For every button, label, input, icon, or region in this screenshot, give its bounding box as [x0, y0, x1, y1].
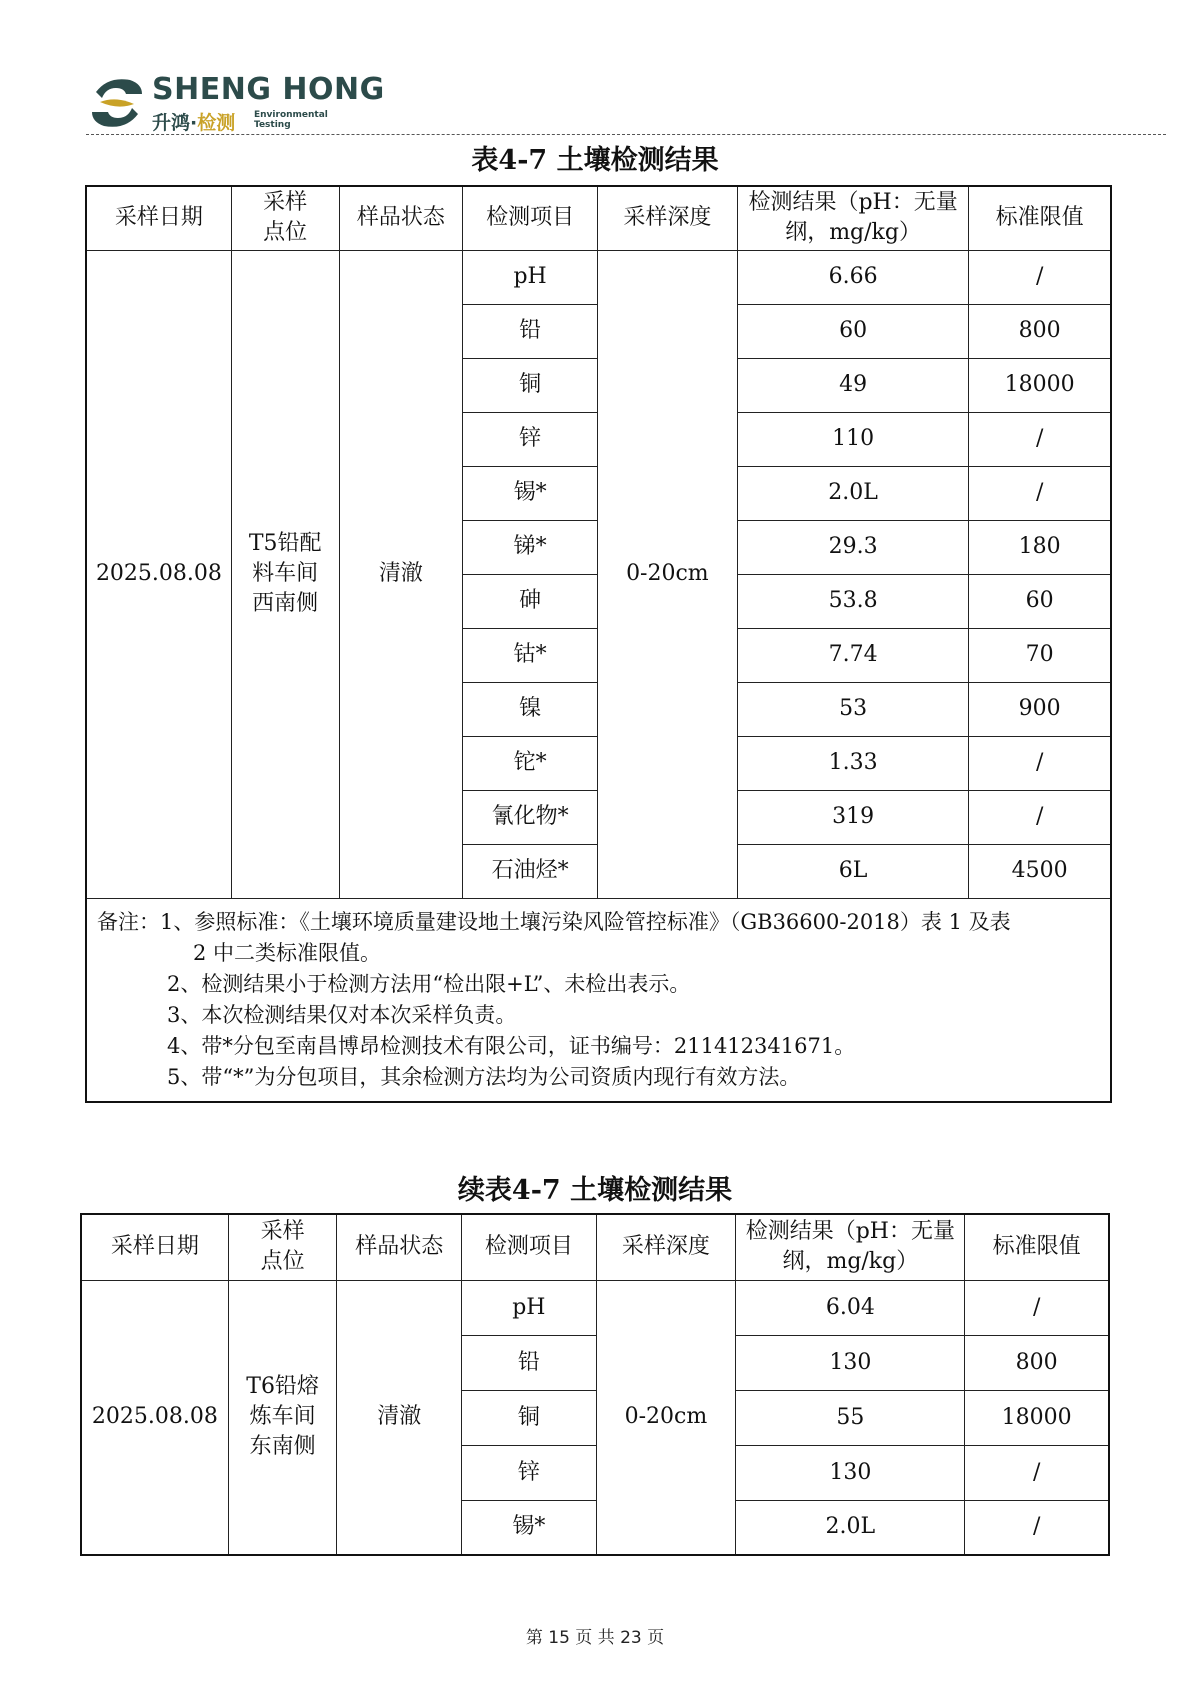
standard-limit-cell: 18000: [965, 1390, 1109, 1445]
table-row: [81, 1280, 1109, 1335]
test-result-cell: 6.04: [736, 1280, 965, 1335]
test-result-cell: 7.74: [737, 628, 968, 682]
header-sampling-depth: 采样深度: [597, 186, 737, 250]
header-sampling-point: 采样 点位: [228, 1214, 337, 1280]
header-sampling-depth: 采样深度: [596, 1214, 736, 1280]
test-item-cell: 砷: [463, 574, 598, 628]
test-item-cell: 铅: [462, 1335, 596, 1390]
brand-subtitle-line-2: Testing: [254, 120, 291, 130]
company-logo: [86, 72, 416, 138]
test-result-cell: 2.0L: [736, 1500, 965, 1555]
header-divider: [86, 134, 1166, 135]
test-item-cell: pH: [462, 1280, 596, 1335]
test-result-cell: 29.3: [737, 520, 968, 574]
header-row: [86, 186, 1111, 250]
brand-subtitle: [254, 110, 328, 130]
note-line: 备注：1、参照标准：《土壤环境质量建设地土壤污染风险管控标准》（GB36600-2018）表 1 及表: [97, 909, 1011, 934]
note-line: 2、检测结果小于检测方法用“检出限+L”、未检出表示。: [167, 971, 691, 996]
header-test-result: 检测结果（pH：无量 纲，mg/kg）: [736, 1214, 965, 1280]
standard-limit-cell: /: [969, 736, 1111, 790]
brand-name-cn: [152, 108, 235, 135]
test-item-cell: 钴*: [463, 628, 598, 682]
test-item-cell: 锌: [462, 1445, 596, 1500]
header-sampling-date: 采样日期: [81, 1214, 228, 1280]
standard-limit-cell: /: [969, 250, 1111, 304]
standard-limit-cell: /: [969, 790, 1111, 844]
notes-row: [86, 898, 1111, 1102]
standard-limit-cell: 900: [969, 682, 1111, 736]
header-sample-state: 样品状态: [337, 1214, 462, 1280]
standard-limit-cell: /: [965, 1500, 1109, 1555]
header-row: [81, 1214, 1109, 1280]
standard-limit-cell: /: [969, 412, 1111, 466]
header-standard-limit: 标准限值: [969, 186, 1111, 250]
test-item-cell: 锌: [463, 412, 598, 466]
standard-limit-cell: 4500: [969, 844, 1111, 898]
test-result-cell: 130: [736, 1445, 965, 1500]
table2-title: 续表4-7 土壤检测结果: [457, 1175, 733, 1206]
header-sampling-point: 采样 点位: [231, 186, 339, 250]
test-item-cell: 铜: [463, 358, 598, 412]
test-result-cell: 60: [737, 304, 968, 358]
header-test-result: 检测结果（pH：无量 纲，mg/kg）: [737, 186, 968, 250]
brand-cn-right: 检测: [197, 112, 236, 134]
brand-name-en: SHENG HONG: [152, 72, 385, 107]
test-result-cell: 319: [737, 790, 968, 844]
test-result-cell: 6L: [737, 844, 968, 898]
sampling-depth-cell: 0-20cm: [597, 250, 737, 898]
test-item-cell: 锑*: [463, 520, 598, 574]
table-row: [86, 250, 1111, 304]
test-item-cell: pH: [463, 250, 598, 304]
test-result-cell: 110: [737, 412, 968, 466]
test-result-cell: 1.33: [737, 736, 968, 790]
header-sample-state: 样品状态: [339, 186, 463, 250]
standard-limit-cell: 800: [965, 1335, 1109, 1390]
note-line: 5、带“*”为分包项目，其余检测方法均为公司资质内现行有效方法。: [167, 1064, 801, 1089]
sample-state-cell: 清澈: [339, 250, 463, 898]
test-result-cell: 55: [736, 1390, 965, 1445]
note-line: 3、本次检测结果仅对本次采样负责。: [167, 1002, 517, 1027]
test-result-cell: 130: [736, 1335, 965, 1390]
brand-cn-left: 升鸿·: [152, 112, 198, 134]
standard-limit-cell: 18000: [969, 358, 1111, 412]
note-line: 4、带*分包至南昌博昂检测技术有限公司，证书编号：211412341671。: [167, 1033, 856, 1058]
table1-title: 表4-7 土壤检测结果: [471, 145, 719, 176]
sampling-date-cell: 2025.08.08: [86, 250, 231, 898]
header-sampling-date: 采样日期: [86, 186, 231, 250]
sample-state-cell: 清澈: [337, 1280, 462, 1555]
soil-results-table: [85, 185, 1112, 1103]
standard-limit-cell: /: [965, 1445, 1109, 1500]
standard-limit-cell: /: [965, 1280, 1109, 1335]
note-line: 2 中二类标准限值。: [193, 940, 382, 965]
standard-limit-cell: 180: [969, 520, 1111, 574]
header-test-item: 检测项目: [463, 186, 598, 250]
soil-results-table-continued: [80, 1213, 1110, 1556]
test-item-cell: 氰化物*: [463, 790, 598, 844]
table1-body: [86, 186, 1111, 1102]
sampling-point-cell: T5铅配 料车间 西南侧: [231, 250, 339, 898]
test-result-cell: 53.8: [737, 574, 968, 628]
standard-limit-cell: 70: [969, 628, 1111, 682]
header-standard-limit: 标准限值: [965, 1214, 1109, 1280]
notes-cell: [86, 898, 1111, 1102]
brand-subtitle-line-1: Environmental: [254, 110, 328, 120]
standard-limit-cell: 60: [969, 574, 1111, 628]
test-result-cell: 49: [737, 358, 968, 412]
test-result-cell: 6.66: [737, 250, 968, 304]
test-result-cell: 2.0L: [737, 466, 968, 520]
test-item-cell: 石油烃*: [463, 844, 598, 898]
standard-limit-cell: 800: [969, 304, 1111, 358]
standard-limit-cell: /: [969, 466, 1111, 520]
logo-swirl-icon: [86, 72, 148, 134]
test-item-cell: 锡*: [463, 466, 598, 520]
table2-body: [81, 1214, 1109, 1555]
test-item-cell: 镍: [463, 682, 598, 736]
test-item-cell: 铊*: [463, 736, 598, 790]
test-result-cell: 53: [737, 682, 968, 736]
test-item-cell: 铜: [462, 1390, 596, 1445]
test-item-cell: 铅: [463, 304, 598, 358]
sampling-point-cell: T6铅熔 炼车间 东南侧: [228, 1280, 337, 1555]
sampling-depth-cell: 0-20cm: [596, 1280, 736, 1555]
test-item-cell: 锡*: [462, 1500, 596, 1555]
page-number: 第 15 页 共 23 页: [525, 1628, 665, 1648]
header-test-item: 检测项目: [462, 1214, 596, 1280]
sampling-date-cell: 2025.08.08: [81, 1280, 228, 1555]
